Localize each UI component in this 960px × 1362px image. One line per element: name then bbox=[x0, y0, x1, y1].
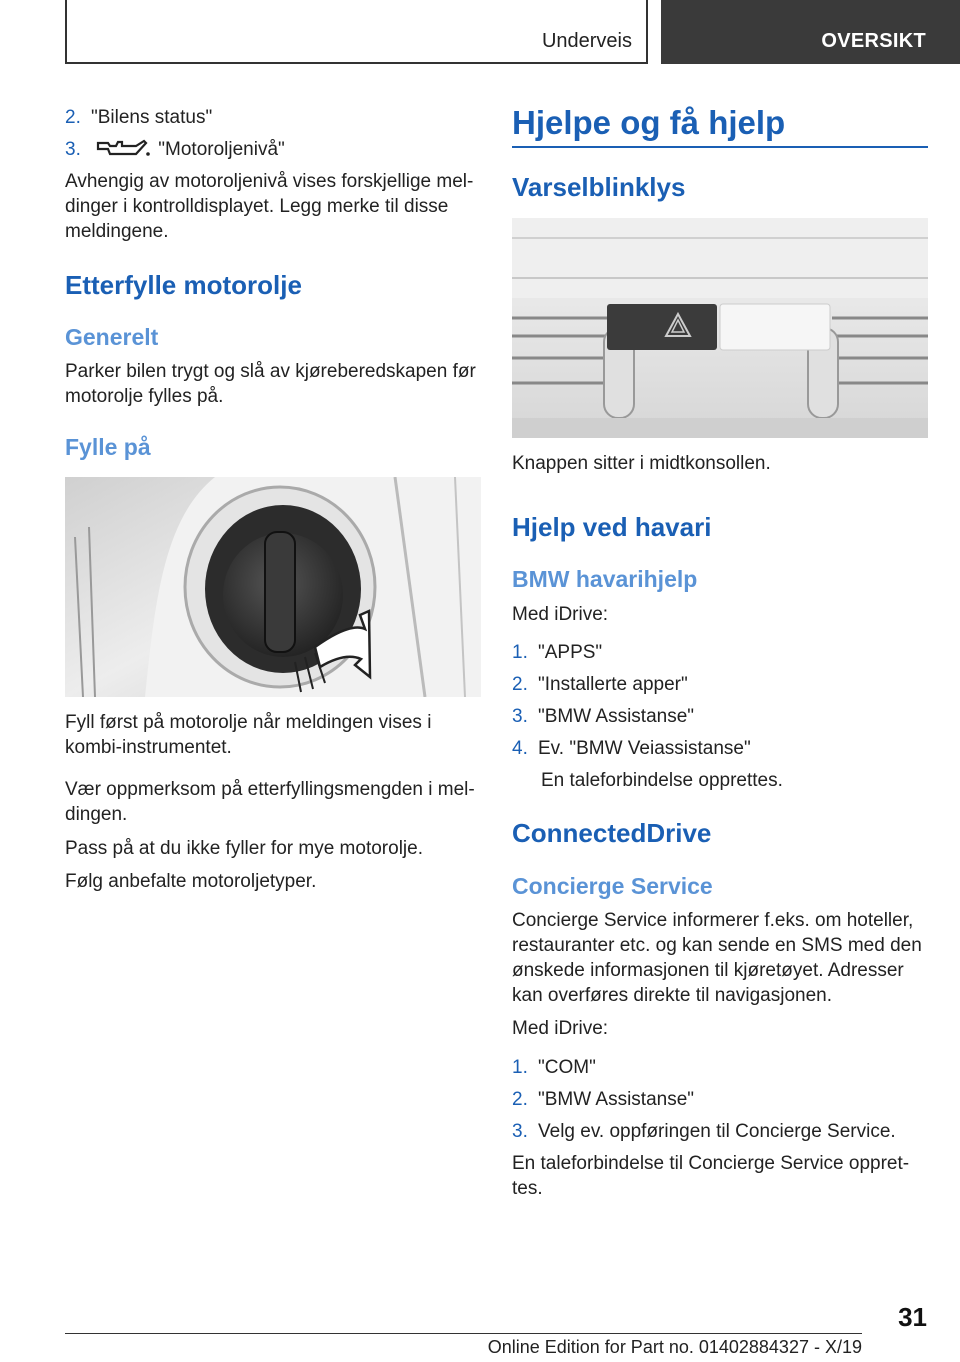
list-number: 1. bbox=[512, 1057, 528, 1078]
paragraph: Fyll først på motorolje når meldingen vises i kombi-instrumentet. bbox=[65, 712, 432, 758]
paragraph: Concierge Service informerer f.eks. om hoteller, restauranter etc. og kan sende en SMS med den ønskede informasjonen til kjøretøyet. Adresser kan overføres direkte til navigasjonen. bbox=[512, 910, 922, 1006]
list-number: 2. bbox=[65, 107, 81, 128]
hazard-button-image bbox=[512, 218, 928, 438]
heading-rule bbox=[512, 146, 928, 148]
paragraph: Med iDrive: bbox=[512, 1018, 609, 1039]
list-item bbox=[512, 704, 694, 729]
list-text: "Installerte apper" bbox=[538, 674, 688, 695]
list-number: 3. bbox=[512, 706, 528, 727]
list-text: "Motoroljenivå" bbox=[158, 139, 285, 160]
list-text: "COM" bbox=[538, 1057, 596, 1078]
list-item bbox=[65, 137, 285, 162]
oil-filler-cap-illustration bbox=[65, 477, 481, 697]
oil-can-icon bbox=[96, 137, 150, 159]
list-item bbox=[512, 1055, 596, 1080]
footer-edition: Online Edition for Part no. 01402884327 - X/19 bbox=[487, 1337, 862, 1357]
list-item bbox=[512, 1087, 694, 1112]
heading-varselblinklys: Varselblinklys bbox=[512, 172, 686, 202]
footer-rule bbox=[65, 1333, 862, 1334]
paragraph: Avhengig av motoroljenivå vises forskjellige mel- dinger i kontrolldisplayet. Legg merke til disse meldingene. bbox=[65, 171, 474, 242]
list-item bbox=[512, 1119, 896, 1144]
list-text: "BMW Assistanse" bbox=[538, 706, 695, 727]
list-text: Ev. "BMW Veiassistanse" bbox=[538, 738, 751, 759]
list-item bbox=[512, 736, 751, 761]
paragraph: Parker bilen trygt og slå av kjøreberedskapen før motorolje fylles på. bbox=[65, 361, 476, 407]
paragraph: Vær oppmerksom på etterfyllingsmengden i mel- dingen. bbox=[65, 779, 475, 825]
heading-fylle: Fylle på bbox=[65, 434, 151, 460]
list-number: 1. bbox=[512, 642, 528, 663]
list-number: 3. bbox=[512, 1121, 528, 1142]
paragraph: Følg anbefalte motoroljetyper. bbox=[65, 871, 317, 892]
tab-underveis[interactable] bbox=[65, 0, 648, 64]
list-text: "APPS" bbox=[538, 642, 603, 663]
paragraph: En taleforbindelse til Concierge Service oppret- tes. bbox=[512, 1153, 910, 1199]
heading-bmw-havarihjelp: BMW havarihjelp bbox=[512, 566, 698, 592]
list-item bbox=[512, 672, 688, 697]
list-number: 4. bbox=[512, 738, 528, 759]
list-number: 2. bbox=[512, 674, 528, 695]
heading-havari: Hjelp ved havari bbox=[512, 512, 712, 542]
list-text: Velg ev. oppføringen til Concierge Service. bbox=[538, 1121, 896, 1142]
list-text: "BMW Assistanse" bbox=[538, 1089, 695, 1110]
heading-etterfylle: Etterfylle motorolje bbox=[65, 270, 302, 300]
hazard-button-illustration bbox=[512, 218, 928, 438]
heading-generelt: Generelt bbox=[65, 324, 159, 350]
tab-oversikt[interactable] bbox=[661, 0, 960, 64]
list-subtext: En taleforbindelse opprettes. bbox=[541, 770, 783, 791]
list-item bbox=[512, 640, 602, 665]
tab-oversikt-label: OVERSIKT bbox=[821, 30, 926, 52]
heading-hjelpe: Hjelpe og få hjelp bbox=[512, 104, 786, 141]
paragraph: Pass på at du ikke fyller for mye motorolje. bbox=[65, 838, 423, 859]
page-number: 31 bbox=[898, 1302, 927, 1332]
heading-connecteddrive: ConnectedDrive bbox=[512, 818, 712, 848]
paragraph: Med iDrive: bbox=[512, 604, 609, 625]
image-caption: Knappen sitter i midtkonsollen. bbox=[512, 453, 771, 474]
list-text: "Bilens status" bbox=[91, 107, 213, 128]
list-number: 3. bbox=[65, 139, 81, 160]
oil-filler-cap-image bbox=[65, 477, 481, 697]
heading-concierge: Concierge Service bbox=[512, 873, 713, 899]
list-item bbox=[65, 105, 212, 130]
list-number: 2. bbox=[512, 1089, 528, 1110]
tab-underveis-label: Underveis bbox=[541, 30, 632, 52]
